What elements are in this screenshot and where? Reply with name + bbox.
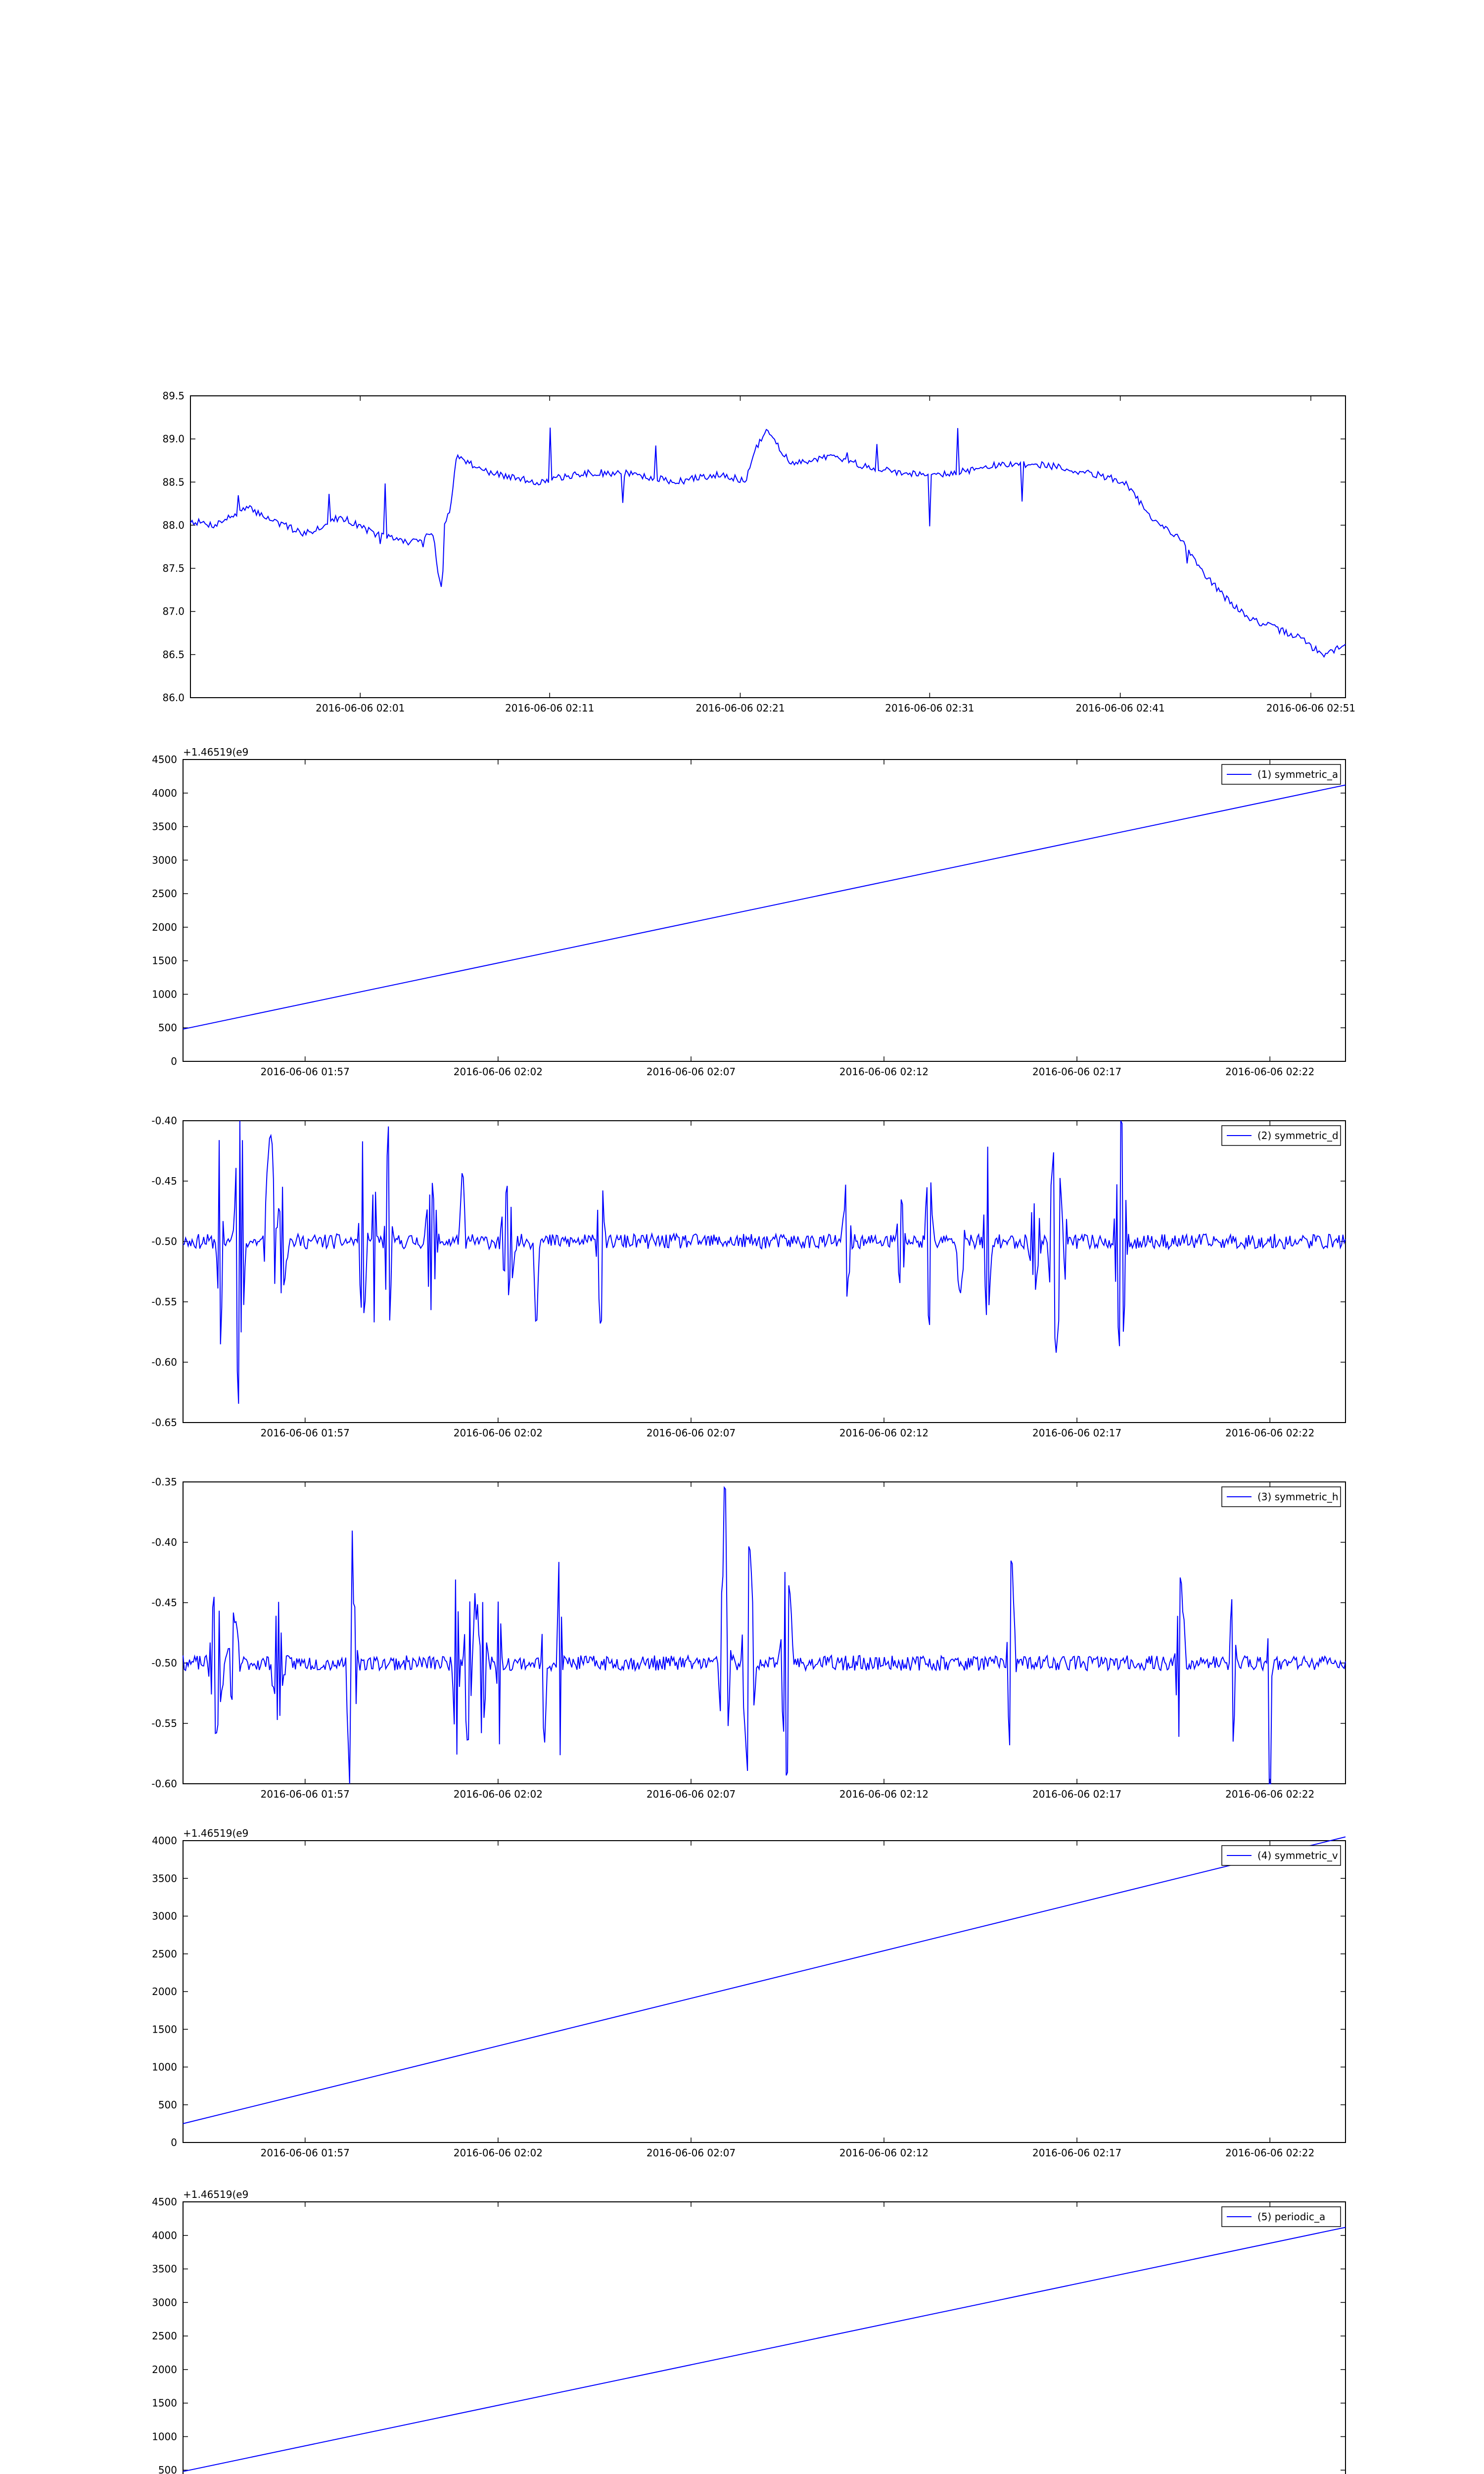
chart-panel-5 xyxy=(152,1827,1345,2159)
x-tick-label: 2016-06-06 01:57 xyxy=(260,1427,350,1439)
series-line xyxy=(183,785,1345,1029)
y-tick-label: 4000 xyxy=(152,1835,177,1847)
legend-label: (5) periodic_a xyxy=(1257,2211,1326,2223)
y-tick-label: -0.55 xyxy=(151,1717,177,1729)
y-tick-label: 87.5 xyxy=(162,562,185,574)
y-tick-label: 89.5 xyxy=(162,390,185,402)
y-tick-label: 88.5 xyxy=(162,476,185,488)
y-tick-label: -0.50 xyxy=(151,1657,177,1669)
axes-frame xyxy=(183,2202,1345,2474)
x-tick-label: 2016-06-06 02:17 xyxy=(1032,1788,1122,1800)
x-tick-label: 2016-06-06 02:07 xyxy=(646,1427,736,1439)
y-tick-label: 4000 xyxy=(152,787,177,799)
series-line xyxy=(183,1487,1345,1784)
y-tick-label: -0.55 xyxy=(151,1296,177,1308)
chart-panel-1 xyxy=(162,390,1355,714)
y-tick-label: 3000 xyxy=(152,1910,177,1922)
x-tick-label: 2016-06-06 01:57 xyxy=(260,1788,350,1800)
x-tick-label: 2016-06-06 01:57 xyxy=(260,1066,350,1078)
y-tick-label: -0.45 xyxy=(151,1175,177,1187)
y-tick-label: 4000 xyxy=(152,2229,177,2241)
x-tick-label: 2016-06-06 02:12 xyxy=(839,1427,929,1439)
y-tick-label: -0.35 xyxy=(151,1476,177,1488)
x-tick-label: 2016-06-06 02:51 xyxy=(1266,702,1356,714)
series-line xyxy=(183,1121,1345,1404)
axis-offset-label: +1.46519(e9 xyxy=(183,1827,249,1839)
x-tick-label: 2016-06-06 02:12 xyxy=(839,2147,929,2159)
y-tick-label: 2500 xyxy=(152,1948,177,1960)
x-tick-label: 2016-06-06 02:12 xyxy=(839,1788,929,1800)
series-line xyxy=(183,2228,1345,2472)
y-tick-label: 4500 xyxy=(152,754,177,765)
x-tick-label: 2016-06-06 02:07 xyxy=(646,1066,736,1078)
axis-offset-label: +1.46519(e9 xyxy=(183,2189,249,2200)
legend-label: (4) symmetric_v xyxy=(1257,1850,1338,1861)
y-tick-label: 0 xyxy=(171,2137,177,2148)
x-tick-label: 2016-06-06 02:07 xyxy=(646,2147,736,2159)
x-tick-label: 2016-06-06 02:02 xyxy=(453,2147,543,2159)
y-tick-label: 1500 xyxy=(152,2023,177,2036)
y-tick-label: 3000 xyxy=(152,2296,177,2309)
y-tick-label: -0.45 xyxy=(151,1597,177,1609)
x-tick-label: 2016-06-06 02:02 xyxy=(453,1427,543,1439)
y-tick-label: 2000 xyxy=(152,1986,177,1998)
axes-frame xyxy=(183,1841,1345,2142)
y-tick-label: 0 xyxy=(171,1055,177,1067)
y-tick-label: 1500 xyxy=(152,2397,177,2409)
y-tick-label: -0.40 xyxy=(151,1536,177,1548)
y-tick-label: -0.50 xyxy=(151,1236,177,1247)
x-tick-label: 2016-06-06 02:12 xyxy=(839,1066,929,1078)
legend-label: (1) symmetric_a xyxy=(1257,768,1339,780)
x-tick-label: 2016-06-06 01:57 xyxy=(260,2147,350,2159)
chart-panel-4 xyxy=(151,1476,1345,1800)
x-tick-label: 2016-06-06 02:41 xyxy=(1075,702,1165,714)
x-tick-label: 2016-06-06 02:02 xyxy=(453,1066,543,1078)
chart-panel-2 xyxy=(152,746,1345,1078)
y-tick-label: 86.0 xyxy=(162,692,185,704)
x-tick-label: 2016-06-06 02:22 xyxy=(1225,1427,1315,1439)
y-tick-label: 87.0 xyxy=(162,605,185,618)
y-tick-label: 89.0 xyxy=(162,433,185,445)
x-tick-label: 2016-06-06 02:22 xyxy=(1225,1788,1315,1800)
y-tick-label: -0.65 xyxy=(151,1417,177,1428)
y-tick-label: 86.5 xyxy=(162,648,185,661)
axes-frame xyxy=(183,1121,1345,1423)
y-tick-label: 3500 xyxy=(152,1872,177,1885)
axes-frame xyxy=(183,760,1345,1061)
legend-label: (3) symmetric_h xyxy=(1257,1491,1339,1503)
y-tick-label: 500 xyxy=(158,1022,177,1034)
x-tick-label: 2016-06-06 02:17 xyxy=(1032,2147,1122,2159)
y-tick-label: 88.0 xyxy=(162,519,185,531)
y-tick-label: 3000 xyxy=(152,854,177,866)
x-tick-label: 2016-06-06 02:07 xyxy=(646,1788,736,1800)
y-tick-label: 1000 xyxy=(152,988,177,1000)
chart-panel-6 xyxy=(152,2189,1345,2474)
axes-frame xyxy=(190,396,1345,698)
y-tick-label: 1500 xyxy=(152,954,177,967)
x-tick-label: 2016-06-06 02:02 xyxy=(453,1788,543,1800)
x-tick-label: 2016-06-06 02:22 xyxy=(1225,2147,1315,2159)
y-tick-label: 500 xyxy=(158,2098,177,2111)
x-tick-label: 2016-06-06 02:31 xyxy=(885,702,974,714)
series-line xyxy=(190,428,1345,657)
y-tick-label: 2000 xyxy=(152,921,177,933)
legend-label: (2) symmetric_d xyxy=(1257,1130,1339,1142)
x-tick-label: 2016-06-06 02:22 xyxy=(1225,1066,1315,1078)
y-tick-label: 3500 xyxy=(152,2263,177,2275)
y-tick-label: 1000 xyxy=(152,2430,177,2443)
axis-offset-label: +1.46519(e9 xyxy=(183,746,249,758)
axes-frame xyxy=(183,1482,1345,1784)
y-tick-label: 2500 xyxy=(152,888,177,900)
y-tick-label: 4500 xyxy=(152,2196,177,2208)
x-tick-label: 2016-06-06 02:17 xyxy=(1032,1427,1122,1439)
y-tick-label: 2000 xyxy=(152,2363,177,2376)
y-tick-label: -0.60 xyxy=(151,1356,177,1368)
y-tick-label: -0.60 xyxy=(151,1778,177,1790)
y-tick-label: 1000 xyxy=(152,2061,177,2073)
x-tick-label: 2016-06-06 02:11 xyxy=(505,702,595,714)
x-tick-label: 2016-06-06 02:21 xyxy=(696,702,785,714)
y-tick-label: -0.40 xyxy=(151,1115,177,1127)
series-line xyxy=(183,1837,1345,2124)
chart-panel-3 xyxy=(151,1115,1345,1439)
x-tick-label: 2016-06-06 02:01 xyxy=(316,702,405,714)
y-tick-label: 500 xyxy=(158,2464,177,2474)
y-tick-label: 2500 xyxy=(152,2330,177,2342)
x-tick-label: 2016-06-06 02:17 xyxy=(1032,1066,1122,1078)
y-tick-label: 3500 xyxy=(152,820,177,833)
